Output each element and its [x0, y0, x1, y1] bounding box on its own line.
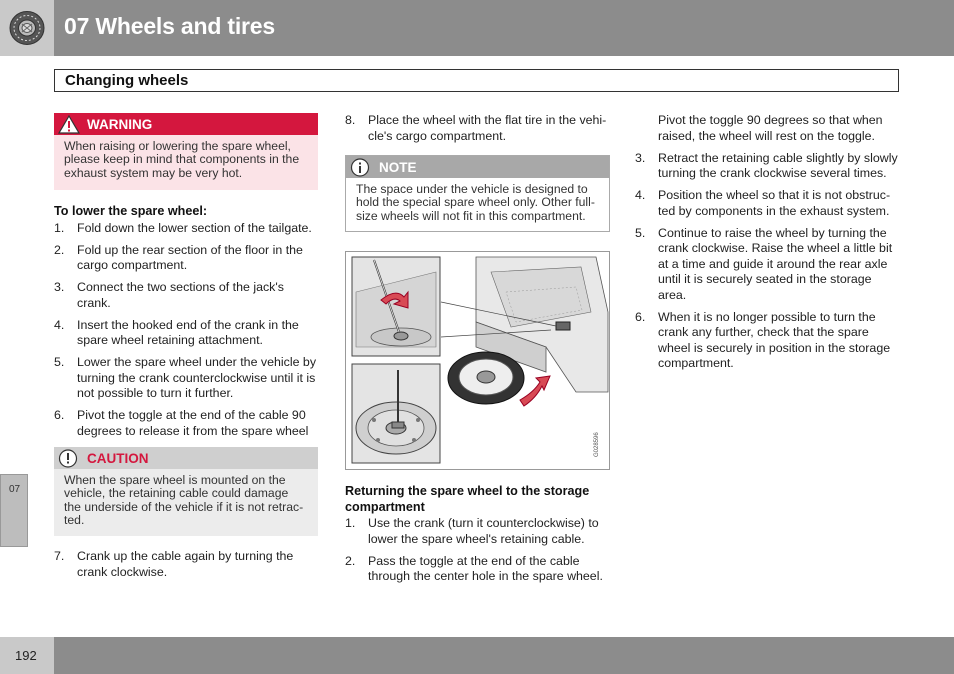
list-item: 4. Position the wheel so that it is not obstruc-ted by components in the exhaust system.	[635, 188, 891, 218]
warning-header	[54, 113, 318, 135]
section-title: Changing wheels	[65, 72, 189, 89]
page-number: 192	[15, 648, 37, 663]
spare-wheel-illustration	[345, 251, 610, 470]
column-3	[635, 113, 900, 378]
list-item: 6. When it is no longer possible to turn the crank any further, check that the spare wheel is securely in position in the storage compartment.	[635, 309, 891, 370]
return-spare-heading: Returning the spare wheel to the storage compartment	[345, 484, 590, 514]
list-item: 4. Insert the hooked end of the crank in the spare wheel retaining attachment.	[54, 317, 299, 347]
note-label: NOTE	[379, 160, 417, 175]
chapter-title: 07 Wheels and tires	[64, 13, 275, 39]
warning-box	[54, 113, 318, 190]
lower-steps-list	[54, 221, 318, 440]
exclamation-circle-icon	[58, 449, 80, 468]
list-item: 8. Place the wheel with the flat tire in the vehi-cle's cargo compartment.	[345, 113, 607, 143]
page-header	[0, 0, 954, 56]
list-item: 5. Continue to raise the wheel by turning the crank clockwise. Raise the wheel a little bit at a time and guide it around the rear axle until it is securely seated in the storage area.	[635, 225, 893, 302]
continuation-text: Pivot the toggle 90 degrees so that when raised, the wheel will rest on the toggle.	[658, 113, 883, 143]
page-footer	[0, 637, 954, 674]
warning-label: WARNING	[87, 117, 153, 132]
section-header	[54, 69, 899, 92]
chapter-icon-box	[0, 0, 54, 56]
list-item: 3. Retract the retaining cable slightly by slowly turning the crank clockwise several times.	[635, 150, 898, 180]
list-item: 3. Connect the two sections of the jack's crank.	[54, 280, 284, 310]
illustration-drawing	[346, 252, 609, 469]
warning-text: When raising or lowering the spare wheel, please keep in mind that components in the exhaust system may be very hot.	[54, 135, 318, 190]
column-1	[54, 113, 318, 587]
list-item: 1. Fold down the lower section of the tailgate.	[54, 220, 312, 235]
raise-steps-list	[635, 151, 900, 372]
list-item: 6. Pivot the toggle at the end of the cable 90 degrees to release it from the spare wheel	[54, 408, 309, 438]
caution-box	[54, 447, 318, 536]
list-item: 2. Pass the toggle at the end of the cable through the center hole in the spare wheel.	[345, 553, 603, 584]
chapter-side-tab	[0, 474, 28, 547]
step-8-list	[345, 113, 610, 144]
list-item: 7. Crank up the cable again by turning the crank clockwise.	[54, 549, 294, 579]
step-7-list	[54, 549, 318, 580]
lower-spare-heading: To lower the spare wheel:	[54, 204, 208, 218]
caution-header	[54, 447, 318, 469]
list-item: 2. Fold up the rear section of the floor in the cargo compartment.	[54, 242, 303, 272]
note-header	[346, 156, 609, 178]
info-circle-icon	[350, 158, 372, 177]
column-2	[345, 113, 610, 591]
warning-triangle-icon	[58, 115, 80, 134]
page-number-box	[0, 637, 54, 674]
list-item: 1. Use the crank (turn it counterclockwise) to lower the spare wheel's retaining cable.	[345, 516, 599, 546]
list-item: 5. Lower the spare wheel under the vehicle by turning the crank counterclockwise until it is not possible to turn it further.	[54, 355, 317, 400]
figure-code: G028596	[594, 432, 600, 458]
tire-icon	[8, 10, 46, 46]
return-steps-list	[345, 516, 610, 585]
chapter-tab-label: 07	[9, 484, 21, 495]
caution-label: CAUTION	[87, 451, 149, 466]
note-text: The space under the vehicle is designed to hold the special spare wheel only. Other full-size wheels will not fit in this compartment.	[346, 178, 609, 231]
caution-text: When the spare wheel is mounted on the vehicle, the retaining cable could damage the underside of the vehicle if it is not retrac-ted.	[54, 469, 318, 536]
note-box	[345, 155, 610, 232]
